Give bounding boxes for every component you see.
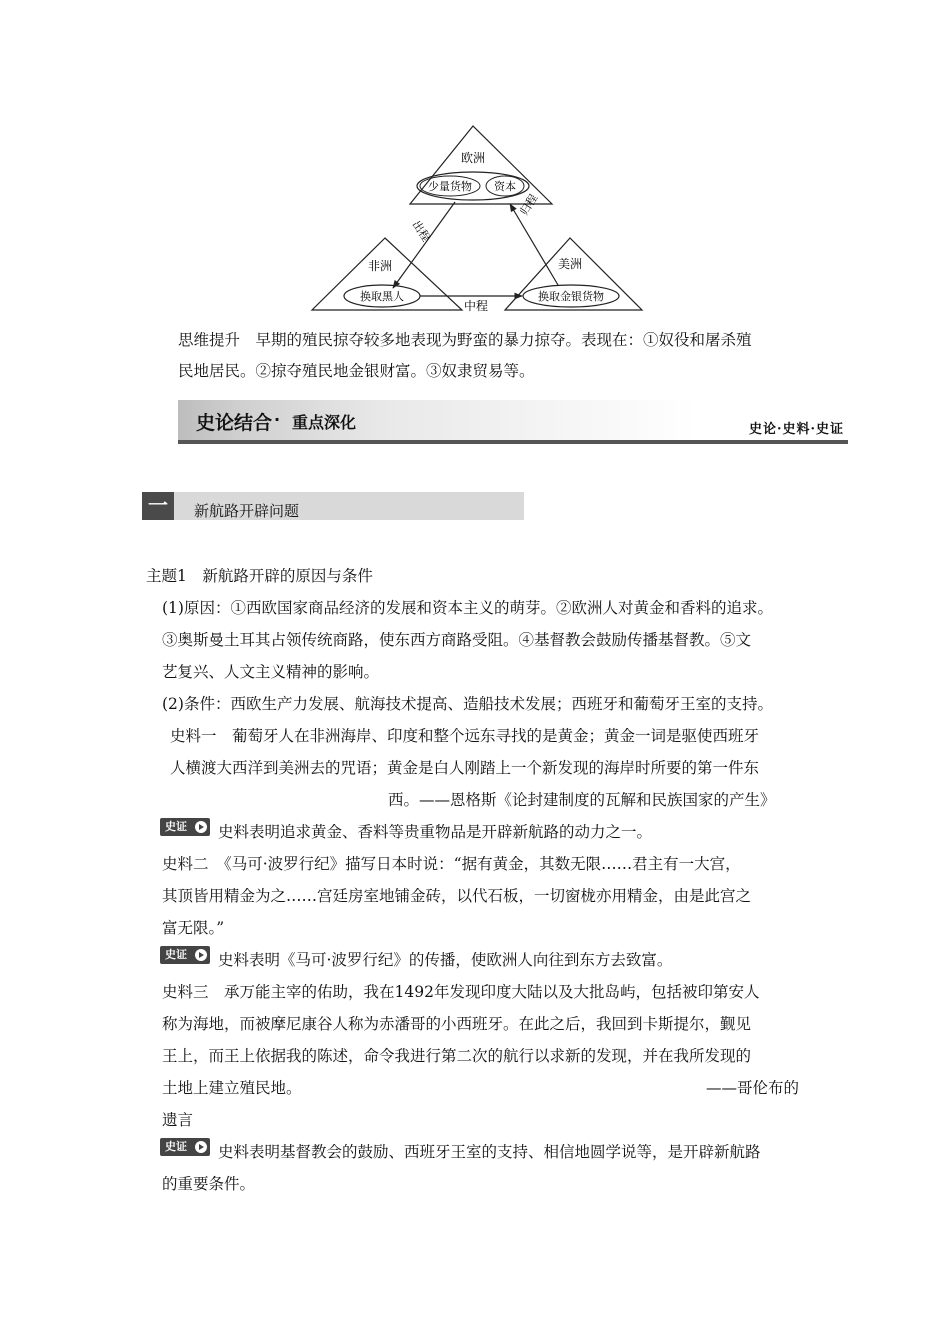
arrow-right-icon [195,821,207,833]
africa-label: 非洲 [367,259,393,273]
conditions-line: (2)条件：西欧生产力发展、航海技术提高、造船技术发展；西班牙和葡萄牙王室的支持。 [162,695,773,713]
source-3-line-3: 王上，而王上依据我的陈述，命令我进行第二次的航行以求新的发现，并在我所发现的 [162,1047,752,1065]
evidence-2: 史证 史料表明《马可·波罗行纪》的传播，使欧洲人向往到东方去致富。 [160,944,672,976]
banner-subtitle: 重点深化 [292,413,357,432]
evidence-3: 史证 史料表明基督教会的鼓励、西班牙王室的支持、相信地圆学说等，是开辟新航路 [160,1136,761,1168]
banner-title: 史论结合 [196,412,273,434]
evidence-badge: 史证 [160,818,210,836]
thinking-line-1: 思维提升 早期的殖民掠夺较多地表现为野蛮的暴力掠夺。表现在：①奴役和屠杀殖 [178,331,752,349]
source-2-line-2: 其顶皆用精金为之……宫廷房室地铺金砖，以代石板，一切窗栊亦用精金，由是此宫之 [162,887,752,905]
arrow-right-icon [195,949,207,961]
reasons-line-1: (1)原因：①西欧国家商品经济的发展和资本主义的萌芽。②欧洲人对黄金和香料的追求。 [162,599,773,617]
source-3-line-2: 称为海地，而被摩尼康谷人称为赤潘哥的小西班牙。在此之后，我回到卡斯提尔，觐见 [162,1015,752,1033]
return-label: 归程 [517,192,541,218]
source-3-line-1: 史料三 承万能主宰的佑助，我在1492年发现印度大陆以及大批岛屿，包括被印第安人 [162,983,760,1001]
source-3-attribution-end: 遗言 [162,1111,194,1129]
section-banner [178,400,848,444]
evidence-3-line-2: 的重要条件。 [162,1175,256,1193]
banner-dot: · [274,410,281,429]
source-1-line-2: 人横渡大西洋到美洲去的咒语；黄金是白人刚踏上一个新发现的海岸时所要的第一件东 [170,759,760,777]
source-2-line-3: 富无限。” [162,919,225,937]
thinking-line-2: 民地居民。②掠夺殖民地金银财富。③奴隶贸易等。 [178,362,535,380]
source-2-line-1: 史料二 《马可·波罗行纪》描写日本时说：“据有黄金，其数无限……君主有一大宫， [162,855,741,873]
africa-item-label: 换取黑人 [360,290,404,303]
source-1-line-1: 史料一 葡萄牙人在非洲海岸、印度和整个远东寻找的是黄金；黄金一词是驱使西班牙 [170,727,760,745]
evidence-badge: 史证 [160,946,210,964]
america-label: 美洲 [557,257,583,271]
source-1-attribution: 西。——恩格斯《论封建制度的瓦解和民族国家的产生》 [388,791,776,809]
return-arrow [510,204,558,285]
evidence-1: 史证 史料表明追求黄金、香料等贵重物品是开辟新航路的动力之一。 [160,816,652,848]
banner-right-label: 史论·史料·史证 [748,422,844,437]
europe-goods-label: 少量货物 [428,180,472,193]
arrow-right-icon [195,1141,207,1153]
europe-label: 欧洲 [460,151,486,165]
section-title: 新航路开辟问题 [194,502,300,520]
reasons-line-2: ③奥斯曼土耳其占领传统商路，使东西方商路受阻。④基督教会鼓励传播基督教。⑤文 [162,631,752,649]
middle-label: 中程 [463,299,489,313]
topic-heading: 主题1 新航路开辟的原因与条件 [146,567,373,585]
section-number: 一 [142,492,174,520]
america-item-label: 换取金银货物 [538,290,604,303]
triangular-trade-diagram [300,120,650,316]
outbound-label: 出程 [409,218,433,244]
reasons-line-3: 艺复兴、人文主义精神的影响。 [162,663,380,681]
europe-capital-label: 资本 [494,180,516,193]
source-3-line-4: 土地上建立殖民地。 [162,1079,302,1097]
evidence-badge: 史证 [160,1138,210,1156]
source-3-attribution: ——哥伦布的 [706,1079,800,1097]
